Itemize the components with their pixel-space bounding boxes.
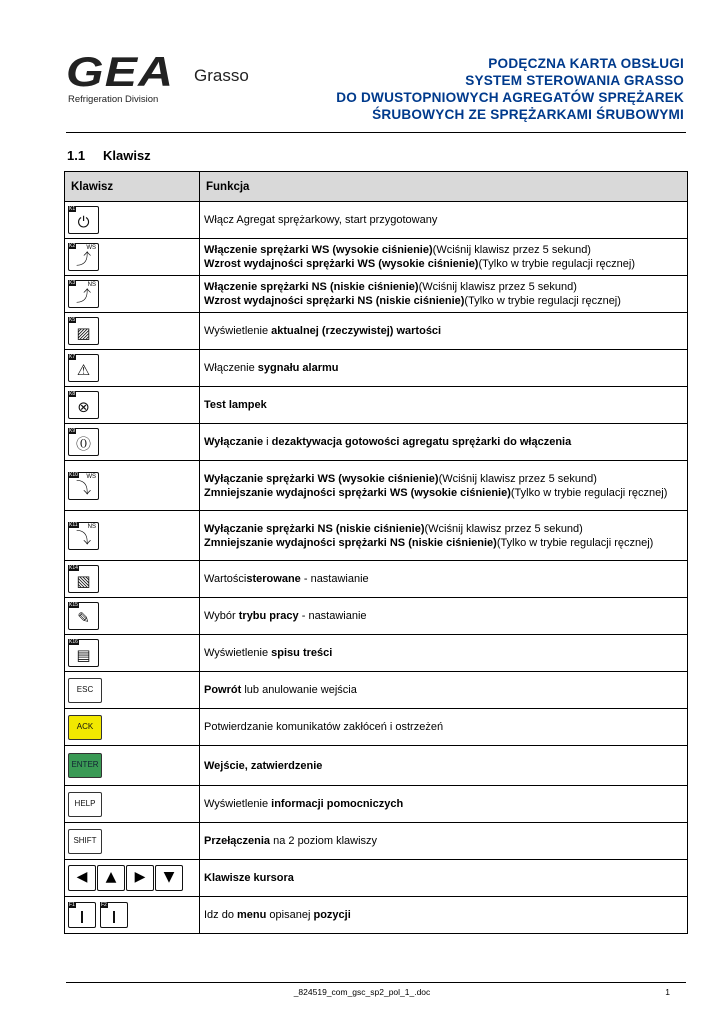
key-subscript: WS xyxy=(86,473,96,480)
function-text: Idz do xyxy=(204,909,238,921)
logo-grasso: Grasso xyxy=(194,66,249,85)
function-text-bold: spisu treści xyxy=(271,647,333,659)
table-row xyxy=(65,461,688,511)
stairs-up-ws-icon xyxy=(68,243,99,271)
key-cell xyxy=(65,276,200,313)
function-text-bold: Wzrost wydajności sprężarki NS (niskie ciśnienie) xyxy=(204,295,465,307)
key-tag: K11 xyxy=(69,521,78,528)
function-cell xyxy=(200,786,688,823)
key-cell xyxy=(65,823,200,860)
function-text: Włączenie xyxy=(204,362,258,374)
function-text-bold: Zmniejszanie wydajności sprężarki WS (wysokie ciśnienie) xyxy=(204,486,511,499)
key-tag: K10 xyxy=(69,471,78,478)
function-cell xyxy=(200,672,688,709)
table-row xyxy=(65,635,688,672)
key-cell xyxy=(65,511,200,561)
function-cell xyxy=(200,746,688,786)
function-text: (Wciśnij klawisz przez 5 sekund) xyxy=(438,472,597,485)
function-text-bold: trybu pracy xyxy=(238,610,299,622)
key-tag: K3 xyxy=(69,280,76,286)
function-text-bold: Wzrost wydajności sprężarki WS (wysokie ciśnienie) xyxy=(204,258,479,270)
key-tag: F1 xyxy=(69,902,75,908)
setpoint-icon xyxy=(68,565,99,593)
table-row xyxy=(65,239,688,276)
key-cell xyxy=(65,350,200,387)
table-row xyxy=(65,598,688,635)
key-cell xyxy=(65,239,200,276)
cursor-up-icon: ▲ xyxy=(97,865,125,891)
key-glyph: ⤴ xyxy=(75,250,91,268)
key-glyph: ⤴ xyxy=(75,287,91,305)
function-text-bold: sterowane xyxy=(246,573,301,585)
column-header-key: Klawisz xyxy=(65,172,200,202)
table-row xyxy=(65,313,688,350)
function-cell xyxy=(200,239,688,276)
key-cell xyxy=(65,709,200,746)
function-text: (Wciśnij klawisz przez 5 sekund) xyxy=(418,281,577,293)
function-cell xyxy=(200,823,688,860)
lamp-test-icon xyxy=(68,391,99,419)
table-row xyxy=(65,860,688,897)
function-text: Wyświetlenie xyxy=(204,647,272,659)
shift-key: SHIFT xyxy=(68,829,102,854)
function-text: (Tylko w trybie regulacji ręcznej) xyxy=(464,295,621,307)
key-glyph: ▤ xyxy=(76,646,91,664)
table-row xyxy=(65,387,688,424)
title-line: PODĘCZNA KARTA OBSŁUGI xyxy=(488,56,684,71)
key-cell xyxy=(65,202,200,239)
function-cell xyxy=(200,350,688,387)
key-glyph: ▧ xyxy=(76,572,91,590)
function-cell xyxy=(200,860,688,897)
function-text-bold: Test lampek xyxy=(204,399,267,411)
page-number: 1 xyxy=(665,987,670,997)
function-text: lub anulowanie wejścia xyxy=(241,684,357,696)
operating-mode-icon xyxy=(68,602,99,630)
function-cell xyxy=(200,313,688,350)
key-cell xyxy=(65,746,200,786)
bar-glyph xyxy=(113,911,115,923)
key-tag: K14 xyxy=(69,565,78,571)
function-key-2-icon xyxy=(100,902,128,928)
key-cell xyxy=(65,461,200,511)
function-cell xyxy=(200,424,688,461)
function-text-bold: informacji pomocniczych xyxy=(271,798,404,810)
function-text-bold: Wyłączanie sprężarki WS (wysokie ciśnienie) xyxy=(204,472,439,485)
key-function-table xyxy=(64,171,688,934)
title-line: DO DWUSTOPNIOWYCH AGREGATÓW SPRĘŻAREK xyxy=(336,90,684,105)
function-text-bold: Przełączenia xyxy=(204,835,271,847)
function-text-bold: sygnału alarmu xyxy=(257,362,339,374)
gea-grasso-logo xyxy=(66,48,256,106)
key-tag: K16 xyxy=(69,639,78,645)
key-cell xyxy=(65,635,200,672)
key-cell xyxy=(65,424,200,461)
power-off-icon xyxy=(68,428,99,456)
table-body xyxy=(65,202,688,934)
function-cell xyxy=(200,202,688,239)
function-text: i xyxy=(263,436,272,448)
function-text: na 2 poziom klawiszy xyxy=(270,835,378,847)
key-subscript: WS xyxy=(86,245,96,251)
table-row xyxy=(65,672,688,709)
function-text-bold: menu xyxy=(237,909,267,921)
stairs-down-ns-icon xyxy=(68,522,99,550)
key-glyph: ▨ xyxy=(76,324,91,342)
function-text-bold: Powrót xyxy=(204,684,242,696)
function-text-bold: Wyłączanie sprężarki NS (niskie ciśnienie) xyxy=(204,522,425,535)
key-cell xyxy=(65,786,200,823)
title-line: ŚRUBOWYCH ZE SPRĘŻARKAMI ŚRUBOWYMI xyxy=(372,107,684,122)
function-key-1-icon xyxy=(68,902,96,928)
key-glyph: ✎ xyxy=(77,609,90,627)
alarm-triangle-icon xyxy=(68,354,99,382)
function-text: opisanej xyxy=(266,909,314,921)
key-cell xyxy=(65,561,200,598)
key-subscript: NS xyxy=(87,282,96,288)
function-cell xyxy=(200,897,688,934)
table-row xyxy=(65,350,688,387)
power-on-icon xyxy=(68,206,99,234)
function-text: Wyświetlenie xyxy=(204,325,272,337)
key-tag: K9 xyxy=(69,428,76,434)
key-cell xyxy=(65,387,200,424)
esc-key: ESC xyxy=(68,678,102,703)
table-row xyxy=(65,561,688,598)
function-text: (Wciśnij klawisz przez 5 sekund) xyxy=(432,244,591,256)
table-header-row xyxy=(65,172,688,202)
function-cell xyxy=(200,276,688,313)
function-text: (Tylko w trybie regulacji ręcznej) xyxy=(496,536,654,549)
function-text: - nastawianie xyxy=(300,573,369,585)
function-text-bold: aktualnej (rzeczywistej) wartości xyxy=(271,325,442,337)
footer-document-name: _824519_com_gsc_sp2_pol_1_.doc xyxy=(293,987,431,997)
table-row xyxy=(65,897,688,934)
key-tag: K5 xyxy=(69,317,76,323)
logo-gea: GEA xyxy=(66,48,175,95)
section-number: 1.1 xyxy=(67,148,86,163)
function-text: (Wciśnij klawisz przez 5 sekund) xyxy=(424,522,583,535)
function-cell xyxy=(200,511,688,561)
function-text: Wyświetlenie xyxy=(204,798,272,810)
key-glyph: ⓪ xyxy=(75,435,91,453)
function-text: Potwierdzanie komunikatów zakłóceń i ostrzeżeń xyxy=(204,721,444,733)
table-row xyxy=(65,202,688,239)
title-line: SYSTEM STEROWANIA GRASSO xyxy=(465,73,684,88)
footer-divider xyxy=(66,982,686,983)
directory-icon xyxy=(68,639,99,667)
key-cell xyxy=(65,313,200,350)
function-text: (Tylko w trybie regulacji ręcznej) xyxy=(478,258,635,270)
function-cell xyxy=(200,561,688,598)
ack-key: ACK xyxy=(68,715,102,740)
cursor-right-icon: ▶ xyxy=(126,865,154,891)
document-title xyxy=(264,55,684,123)
function-text-bold: Klawisze kursora xyxy=(204,872,294,884)
table-row xyxy=(65,746,688,786)
function-text-bold: Zmniejszanie wydajności sprężarki NS (niskie ciśnienie) xyxy=(204,536,497,549)
key-tag: K7 xyxy=(69,354,76,360)
cursor-down-icon: ▼ xyxy=(155,865,183,891)
function-text: Włącz Agregat sprężarkowy, start przygotowany xyxy=(204,214,438,226)
bar-glyph xyxy=(81,911,83,923)
function-cell xyxy=(200,709,688,746)
key-tag: K15 xyxy=(69,602,78,608)
function-text-bold: dezaktywacja gotowości agregatu sprężarki do włączenia xyxy=(271,436,572,448)
function-cell xyxy=(200,387,688,424)
key-glyph: ⏻ xyxy=(77,213,90,231)
function-cell xyxy=(200,598,688,635)
stairs-down-ws-icon xyxy=(68,472,99,500)
table-row xyxy=(65,823,688,860)
table-row xyxy=(65,424,688,461)
logo-division: Refrigeration Division xyxy=(68,94,159,105)
key-tag: K1 xyxy=(69,206,76,212)
key-tag: F2 xyxy=(101,902,107,908)
help-key: HELP xyxy=(68,792,102,817)
key-cell xyxy=(65,598,200,635)
function-text: - nastawianie xyxy=(298,610,367,622)
function-text-bold: Włączenie sprężarki WS (wysokie ciśnienie) xyxy=(204,244,433,256)
key-glyph: ⊗ xyxy=(77,398,90,416)
key-cell xyxy=(65,672,200,709)
function-cell xyxy=(200,635,688,672)
section-heading xyxy=(67,148,151,163)
key-tag: K8 xyxy=(69,391,76,397)
function-text-bold: Włączenie sprężarki NS (niskie ciśnienie) xyxy=(204,281,419,293)
actual-value-icon xyxy=(68,317,99,345)
function-cell xyxy=(200,461,688,511)
header-divider xyxy=(66,132,686,133)
key-cell xyxy=(65,860,200,897)
stairs-up-ns-icon xyxy=(68,280,99,308)
column-header-function: Funkcja xyxy=(200,172,688,202)
function-text: Wybór xyxy=(204,610,239,622)
key-glyph: ⤵ xyxy=(75,528,91,547)
table-row xyxy=(65,786,688,823)
key-cell xyxy=(65,897,200,934)
function-text-bold: pozycji xyxy=(313,909,351,921)
enter-key: ENTER xyxy=(68,753,102,778)
table-row xyxy=(65,276,688,313)
function-text-bold: Wyłączanie xyxy=(204,436,264,448)
function-text: (Tylko w trybie regulacji ręcznej) xyxy=(510,486,668,499)
table-row xyxy=(65,511,688,561)
table-row xyxy=(65,709,688,746)
cursor-left-icon: ◀ xyxy=(68,865,96,891)
section-title: Klawisz xyxy=(103,148,151,163)
function-text-bold: Wejście, zatwierdzenie xyxy=(204,759,323,772)
key-glyph: ⤵ xyxy=(75,478,91,497)
key-subscript: NS xyxy=(87,523,96,530)
function-text: Wartości xyxy=(204,573,247,585)
key-tag: K2 xyxy=(69,243,76,249)
key-glyph: ⚠ xyxy=(76,361,91,379)
